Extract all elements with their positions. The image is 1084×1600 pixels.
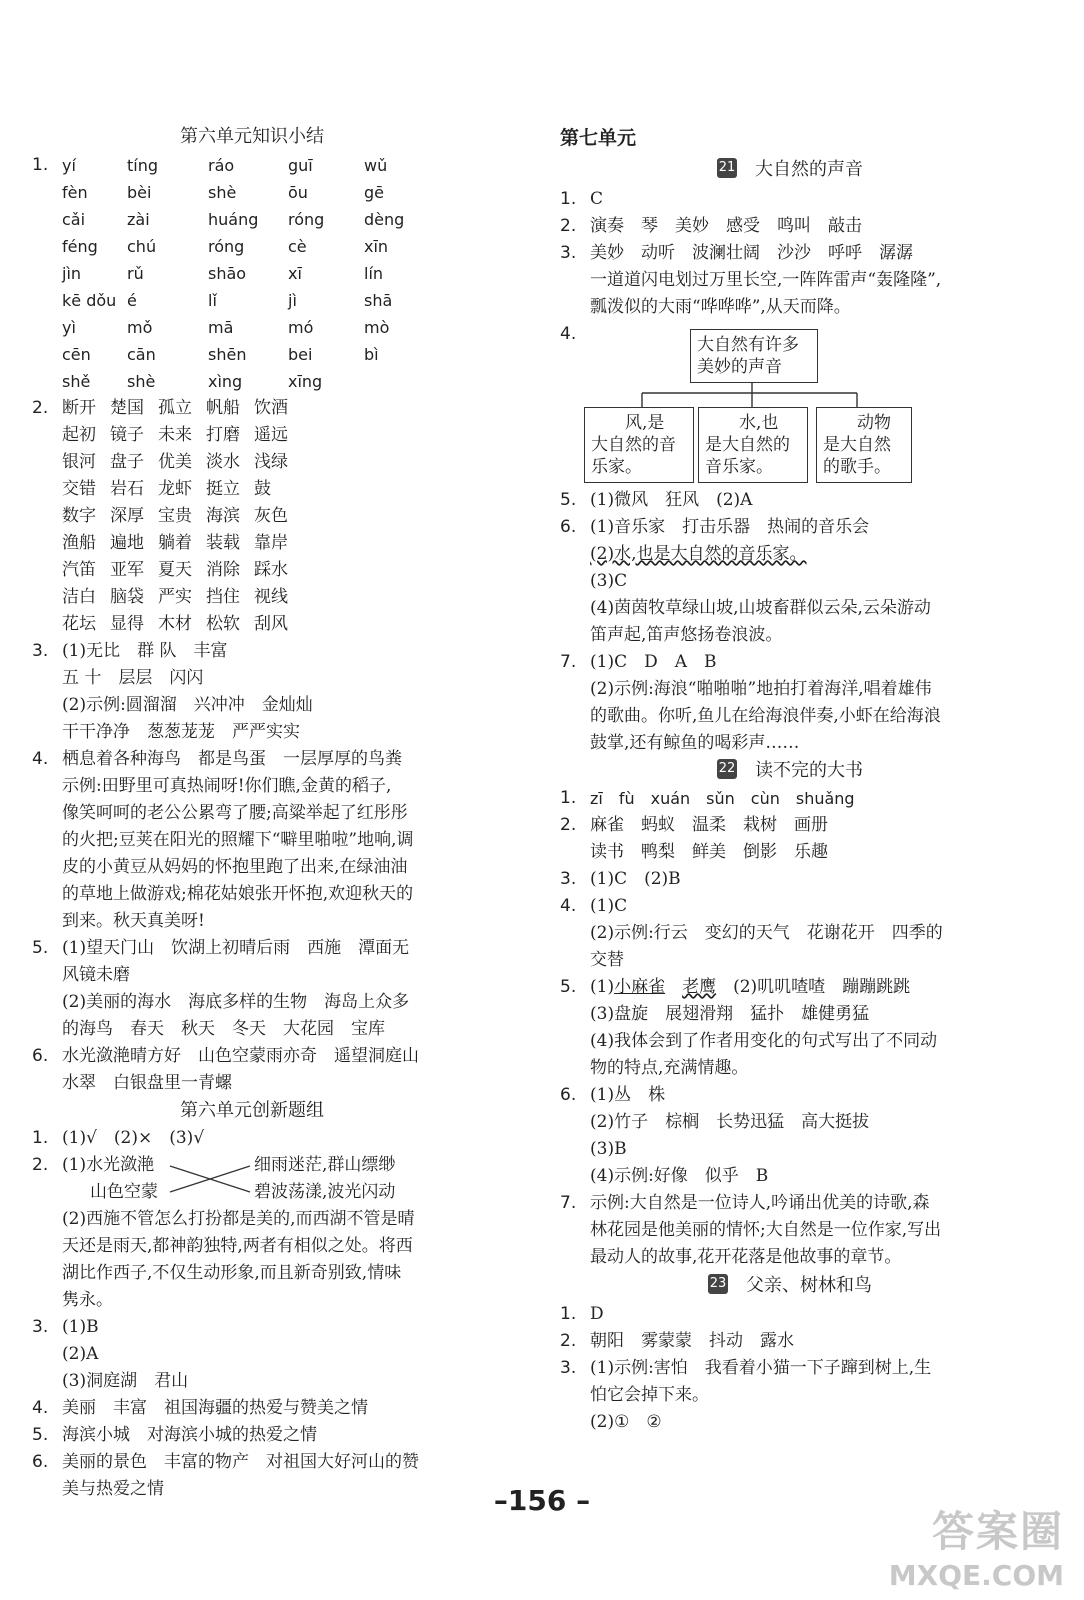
c2-line: (2)西施不管怎么打扮都是美的,而西湖不管是晴	[62, 1209, 415, 1229]
pinyin-item: mǒ	[127, 318, 153, 337]
pinyin-item: shě	[62, 372, 91, 391]
word-item: 断开	[62, 398, 96, 418]
q3-line: 干干净净 葱葱茏茏 严严实实	[62, 722, 300, 742]
q4-line: 像笑呵呵的老公公累弯了腰;高粱举起了红彤彤	[62, 803, 408, 823]
lesson-title-text: 父亲、树林和鸟	[746, 1275, 872, 1296]
a22-4-line: (2)示例:行云 变幻的天气 花谢花开 四季的	[590, 923, 943, 943]
pinyin-item: yì	[62, 318, 76, 337]
word-item: 严实	[158, 587, 192, 607]
word-item: 优美	[158, 452, 192, 472]
pinyin-row	[32, 152, 472, 179]
c2-line: 湖比作西子,不仅生动形象,而且新奇别致,情味	[62, 1263, 402, 1283]
a22-6-line: (4)示例:好像 似乎 B	[590, 1166, 769, 1186]
match-right-1: 细雨迷茫,群山缥缈	[254, 1155, 396, 1175]
word-item: 淡水	[206, 452, 240, 472]
match-right-2: 碧波荡漾,波光闪动	[254, 1182, 396, 1202]
word-item: 遍地	[110, 533, 144, 553]
a22-4-number: 4.	[560, 896, 577, 916]
pinyin-item: wǔ	[364, 156, 388, 175]
a21-2-number: 2.	[560, 216, 577, 236]
word-item: 刮风	[254, 614, 288, 634]
a21-6-4-line: 笛声起,笛声悠扬卷浪波。	[590, 625, 783, 645]
a21-3-line: 美妙 动听 波澜壮阔 沙沙 呼呼 潺潺	[590, 243, 913, 263]
c6-line: 美丽的景色 丰富的物产 对祖国大好河山的赞	[62, 1452, 419, 1472]
pinyin-row	[32, 341, 472, 368]
a23-3-number: 3.	[560, 1358, 577, 1378]
a22-4-line: 交替	[590, 950, 624, 970]
a22-2-number: 2.	[560, 815, 577, 835]
word-row	[32, 422, 472, 449]
lesson-title-text: 读不完的大书	[755, 760, 863, 781]
a22-2-line: 读书 鸭梨 鲜美 倒影 乐趣	[590, 842, 828, 862]
word-item: 鼓	[254, 479, 271, 499]
a22-7-line: 最动人的故事,花开花落是他故事的章节。	[590, 1247, 902, 1267]
a21-1-number: 1.	[560, 189, 577, 209]
q4-line: 到来。秋天真美呀!	[62, 911, 205, 931]
word-item: 挺立	[206, 479, 240, 499]
pinyin-item: cè	[288, 237, 307, 256]
unit-title: 第七单元	[560, 127, 637, 149]
a21-7-number: 7.	[560, 652, 577, 672]
c3-number: 3.	[32, 1317, 49, 1337]
q5-number: 5.	[32, 938, 49, 958]
right-column	[560, 122, 1020, 1436]
pinyin-item: fèn	[62, 183, 88, 202]
word-item: 装载	[206, 533, 240, 553]
pinyin-item: xīn	[364, 237, 389, 256]
c3-line: (3)洞庭湖 君山	[62, 1371, 189, 1391]
watermark-text: 答案圈	[931, 1507, 1064, 1556]
section-title-unit6-summary: 第六单元知识小结	[180, 126, 324, 147]
pinyin-row	[32, 287, 472, 314]
c5-answer: 海滨小城 对海滨小城的热爱之情	[62, 1425, 317, 1445]
q4-line: 栖息着各种海鸟 都是鸟蛋 一层厚厚的鸟粪	[62, 749, 402, 769]
word-item: 遥远	[254, 425, 288, 445]
q4-number: 4.	[32, 749, 49, 769]
word-item: 楚国	[110, 398, 144, 418]
c3-line: (1)B	[62, 1317, 99, 1337]
word-item: 饮酒	[254, 398, 288, 418]
a22-6-line: (1)丛 株	[590, 1085, 666, 1105]
word-row	[32, 557, 472, 584]
word-item: 躺着	[158, 533, 192, 553]
a23-2: 朝阳 雾蒙蒙 抖动 露水	[590, 1331, 794, 1351]
word-item: 木材	[158, 614, 192, 634]
a22-7-line: 示例:大自然是一位诗人,吟诵出优美的诗歌,森	[590, 1193, 930, 1213]
q6-line: 水光潋滟晴方好 山色空蒙雨亦奇 遥望洞庭山	[62, 1046, 419, 1066]
a22-5-line: (4)我体会到了作者用变化的句式写出了不同动	[590, 1031, 938, 1051]
pinyin-row	[32, 260, 472, 287]
pinyin-item: mò	[364, 318, 390, 337]
word-row	[32, 449, 472, 476]
q3-line: 五 十 层层 闪闪	[62, 668, 204, 688]
word-item: 打磨	[206, 425, 240, 445]
a21-3-line: 瓢泼似的大雨“哗哗哗”,从天而降。	[590, 297, 851, 317]
pinyin-item: bèi	[127, 183, 152, 202]
a22-4-line: (1)C	[590, 896, 628, 916]
word-item: 显得	[110, 614, 144, 634]
match-lines	[166, 1152, 256, 1206]
word-item: 未来	[158, 425, 192, 445]
pinyin-item: dèng	[364, 210, 405, 229]
section-title-unit6-innovation: 第六单元创新题组	[180, 1100, 324, 1121]
word-item: 脑袋	[110, 587, 144, 607]
a21-6-number: 6.	[560, 517, 577, 537]
pinyin-item: shāo	[208, 264, 247, 283]
q5-line: (2)美丽的海水 海底多样的生物 海岛上众多	[62, 992, 410, 1012]
pinyin-item: tíng	[127, 156, 159, 175]
lesson-21-title	[560, 154, 1020, 186]
word-item: 帆船	[206, 398, 240, 418]
word-item: 夏天	[158, 560, 192, 580]
pinyin-item: gē	[364, 183, 384, 202]
pinyin-item: bì	[364, 345, 379, 364]
a22-3: (1)C (2)B	[590, 869, 681, 889]
wavy-underlined-word: 老鹰	[682, 977, 717, 997]
q4-line: 皮的小黄豆从妈妈的怀抱里跑了出来,在绿油油	[62, 857, 408, 877]
word-item: 浅绿	[254, 452, 288, 472]
q3-number: 3.	[32, 641, 49, 661]
pinyin-item: mó	[288, 318, 314, 337]
c2-line: 隽永。	[62, 1290, 113, 1310]
a22-6-line: (2)竹子 棕榈 长势迅猛 高大挺拔	[590, 1112, 870, 1132]
c6-number: 6.	[32, 1452, 49, 1472]
a21-7-2-line: 鼓掌,还有鲸鱼的喝彩声……	[590, 733, 800, 753]
mind-map-branch-animals: 动物 是大自然 的歌手。	[816, 407, 912, 483]
a21-6-3: (3)C	[590, 571, 628, 591]
a21-6-1: (1)音乐家 打击乐器 热闹的音乐会	[590, 517, 870, 537]
q5-line: 的海鸟 春天 秋天 冬天 大花园 宝库	[62, 1019, 385, 1039]
a21-7-1: (1)C D A B	[590, 652, 717, 672]
pinyin-row	[32, 206, 472, 233]
word-item: 视线	[254, 587, 288, 607]
a23-3-line: (1)示例:害怕 我看着小猫一下子蹿到树上,生	[590, 1358, 932, 1378]
a22-5-number: 5.	[560, 977, 577, 997]
word-item: 银河	[62, 452, 96, 472]
a22-3-number: 3.	[560, 869, 577, 889]
a22-6-line: (3)B	[590, 1139, 627, 1159]
a21-1: C	[590, 189, 604, 209]
c3-line: (2)A	[62, 1344, 99, 1364]
a21-5: (1)微风 狂风 (2)A	[590, 490, 753, 510]
watermark	[889, 1499, 1064, 1592]
word-item: 深厚	[110, 506, 144, 526]
a22-1-number: 1.	[560, 788, 577, 808]
a23-3-line: 怕它会掉下来。	[590, 1385, 709, 1405]
c2-number: 2.	[32, 1155, 49, 1175]
c4-number: 4.	[32, 1398, 49, 1418]
pinyin-item: é	[127, 291, 137, 310]
lesson-22-title	[560, 757, 1020, 785]
pinyin-item: róng	[288, 210, 325, 229]
words-grid	[32, 395, 472, 638]
left-column	[32, 122, 472, 1503]
word-row	[32, 476, 472, 503]
word-row	[32, 395, 472, 422]
a21-3-line: 一道道闪电划过万里长空,一阵阵雷声“轰隆隆”,	[590, 270, 942, 290]
mind-map-branch-water: 水,也 是大自然的 音乐家。	[698, 407, 808, 483]
word-item: 龙虾	[158, 479, 192, 499]
pinyin-item: cǎi	[62, 210, 86, 229]
word-item: 镜子	[110, 425, 144, 445]
pinyin-item: chú	[127, 237, 157, 256]
word-item: 花坛	[62, 614, 96, 634]
pinyin-row	[32, 314, 472, 341]
word-item: 汽笛	[62, 560, 96, 580]
q3-line: (1)无比 群 队 丰富	[62, 641, 228, 661]
a22-5-1: (1)小麻雀 老鹰 (2)叽叽喳喳 蹦蹦跳跳	[590, 977, 911, 997]
a21-7-2-line: (2)示例:海浪“啪啪啪”地拍打着海洋,唱着雄伟	[590, 679, 932, 699]
pinyin-item: rǔ	[127, 264, 144, 283]
word-item: 亚军	[110, 560, 144, 580]
a22-7-line: 林花园是他美丽的情怀;大自然是一位作家,写出	[590, 1220, 942, 1240]
lesson-23-title	[560, 1271, 1020, 1301]
match-left-1: (1)水光潋滟	[62, 1155, 155, 1175]
pinyin-item: jìn	[62, 264, 82, 283]
pinyin-item: róng	[208, 237, 245, 256]
word-item: 渔船	[62, 533, 96, 553]
pinyin-item: yí	[62, 156, 76, 175]
q4-line: 的草地上做游戏;棉花姑娘张开怀抱,欢迎秋天的	[62, 884, 414, 904]
word-item: 靠岸	[254, 533, 288, 553]
q4-line: 的火把;豆荚在阳光的照耀下“噼里啪啦”地响,调	[62, 830, 414, 850]
pinyin-row	[32, 233, 472, 260]
a22-7-number: 7.	[560, 1193, 577, 1213]
pinyin-item: cēn	[62, 345, 91, 364]
word-item: 挡住	[206, 587, 240, 607]
pinyin-item: shè	[208, 183, 237, 202]
a21-6-4-line: (4)茵茵牧草绿山坡,山坡畜群似云朵,云朵游动	[590, 598, 931, 618]
word-item: 洁白	[62, 587, 96, 607]
mind-map	[582, 321, 1020, 477]
word-row	[32, 503, 472, 530]
a23-2-number: 2.	[560, 1331, 577, 1351]
pinyin-item: lín	[364, 264, 384, 283]
a22-5-line: 物的特点,充满情趣。	[590, 1058, 749, 1078]
a21-4-number: 4.	[560, 324, 577, 344]
word-item: 岩石	[110, 479, 144, 499]
pinyin-item: shā	[364, 291, 393, 310]
c2-line: 天还是雨天,都神韵独特,两者有相似之处。将西	[62, 1236, 413, 1256]
c4-answer: 美丽 丰富 祖国海疆的热爱与赞美之情	[62, 1398, 368, 1418]
pinyin-item: jì	[288, 291, 297, 310]
q3-line: (2)示例:圆溜溜 兴冲冲 金灿灿	[62, 695, 313, 715]
c6-line: 美与热爱之情	[62, 1479, 164, 1499]
word-item: 松软	[206, 614, 240, 634]
q6-number: 6.	[32, 1046, 49, 1066]
pinyin-item: xīng	[288, 372, 323, 391]
pinyin-item: ráo	[208, 156, 235, 175]
a23-1-number: 1.	[560, 1304, 577, 1324]
word-item: 盘子	[110, 452, 144, 472]
pinyin-item: xī	[288, 264, 302, 283]
a21-3-number: 3.	[560, 243, 577, 263]
a22-1: zī fù xuán sǔn cùn shuǎng	[590, 789, 855, 808]
a22-2-line: 麻雀 蚂蚁 温柔 栽树 画册	[590, 815, 828, 835]
word-item: 交错	[62, 479, 96, 499]
c1-answer: (1)√ (2)× (3)√	[62, 1128, 205, 1148]
word-row	[32, 584, 472, 611]
word-item: 孤立	[158, 398, 192, 418]
word-item: 起初	[62, 425, 96, 445]
pinyin-item: cān	[127, 345, 156, 364]
q5-line: (1)望天门山 饮湖上初晴后雨 西施 潭面无	[62, 938, 410, 958]
mind-map-branch-wind: 风,是 大自然的音 乐家。	[584, 407, 694, 483]
a21-6-2: (2)水,也是大自然的音乐家。	[590, 544, 807, 564]
pinyin-item: bei	[288, 345, 313, 364]
pinyin-row	[32, 368, 472, 395]
pinyin-item: shēn	[208, 345, 247, 364]
q6-line: 水翠 白银盘里一青螺	[62, 1073, 232, 1093]
q1-number: 1.	[32, 155, 49, 175]
lesson-number-badge: 21	[717, 158, 737, 178]
pinyin-item: kē dǒu	[62, 291, 117, 310]
pinyin-item: lǐ	[208, 291, 217, 310]
a21-4-mindmap-block	[560, 321, 1020, 487]
word-item: 踩水	[254, 560, 288, 580]
watermark-url: MXQE.COM	[888, 1559, 1064, 1592]
word-row	[32, 530, 472, 557]
pinyin-item: féng	[62, 237, 98, 256]
a22-5-line: (3)盘旋 展翅滑翔 猛扑 雄健勇猛	[590, 1004, 870, 1024]
q4-line: 示例:田野里可真热闹呀!你们瞧,金黄的稻子,	[62, 776, 392, 796]
a22-6-number: 6.	[560, 1085, 577, 1105]
pinyin-row	[32, 179, 472, 206]
q2-number: 2.	[32, 398, 49, 418]
pinyin-item: xìng	[208, 372, 243, 391]
lesson-number-badge: 23	[708, 1274, 728, 1294]
word-row	[32, 611, 472, 638]
pinyin-item: huáng	[208, 210, 259, 229]
pinyin-item: mā	[208, 318, 234, 337]
pinyin-item: zài	[127, 210, 150, 229]
c5-number: 5.	[32, 1425, 49, 1445]
c2-matching	[32, 1152, 472, 1206]
a23-3-line: (2)① ②	[590, 1412, 662, 1432]
word-item: 海滨	[206, 506, 240, 526]
a21-7-2-line: 的歌曲。你听,鱼儿在给海浪伴奏,小虾在给海浪	[590, 706, 941, 726]
a21-2: 演奏 琴 美妙 感受 鸣叫 敲击	[590, 216, 862, 236]
lesson-number-badge: 22	[717, 759, 737, 779]
pinyin-item: ōu	[288, 183, 308, 202]
mind-map-root: 大自然有许多 美妙的声音	[690, 329, 818, 383]
lesson-title-text: 大自然的声音	[755, 159, 863, 180]
a21-5-number: 5.	[560, 490, 577, 510]
word-item: 宝贵	[158, 506, 192, 526]
page-number: –156 –	[493, 1484, 591, 1517]
match-left-2: 山色空蒙	[90, 1182, 158, 1202]
word-item: 灰色	[254, 506, 288, 526]
pinyin-item: guī	[288, 156, 313, 175]
q5-line: 风镜未磨	[62, 965, 130, 985]
c1-number: 1.	[32, 1128, 49, 1148]
pinyin-item: shè	[127, 372, 156, 391]
word-item: 数字	[62, 506, 96, 526]
word-item: 消除	[206, 560, 240, 580]
underlined-word: 小麻雀	[614, 977, 666, 997]
pinyin-grid	[32, 152, 472, 395]
a23-1: D	[590, 1304, 604, 1324]
